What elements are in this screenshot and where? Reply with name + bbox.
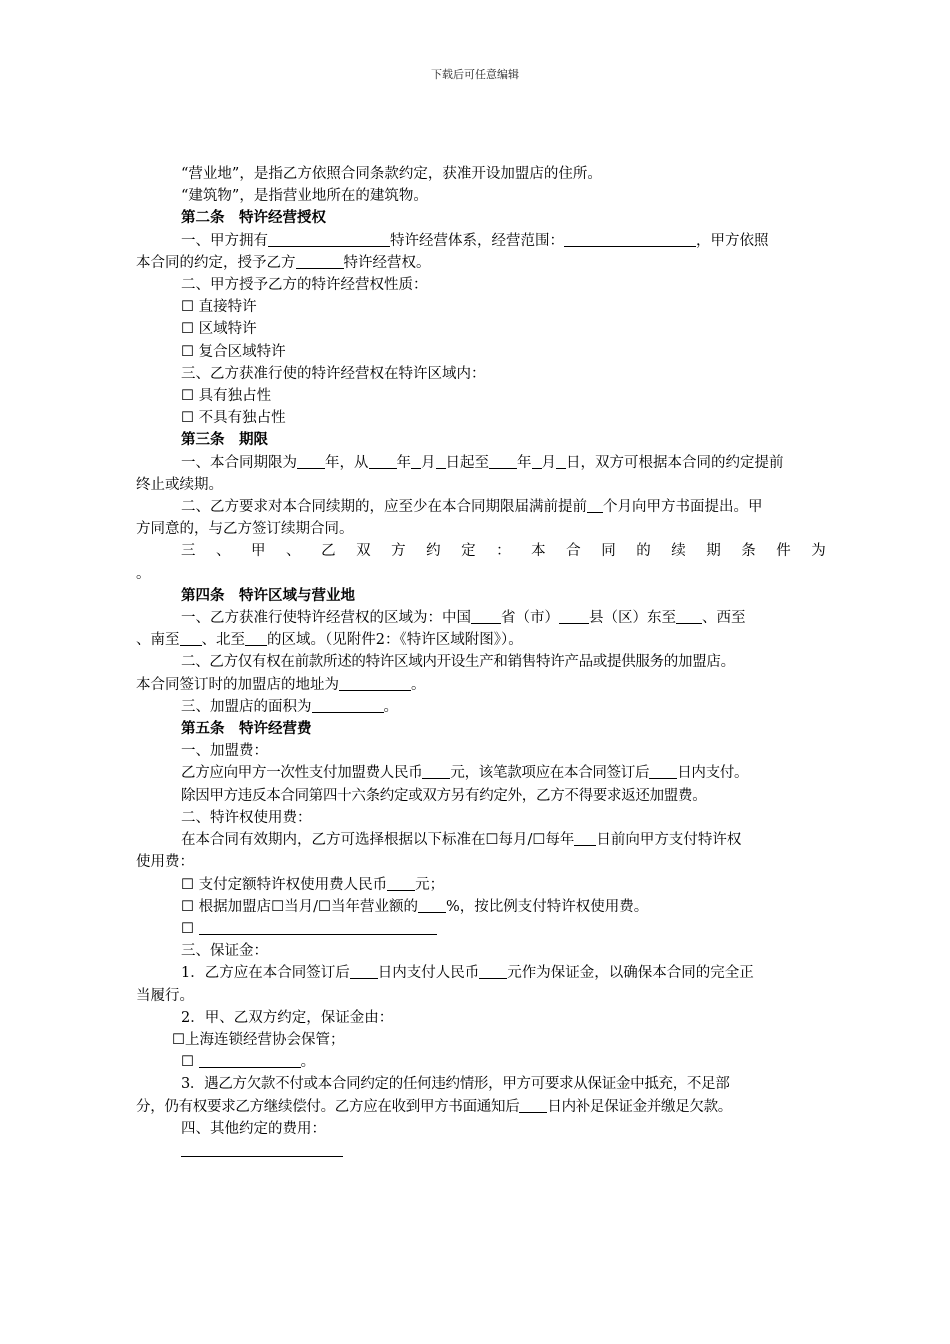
paragraph: 、南至 、北至 的区域。（见附件2：《特许区域附图》）。	[136, 632, 523, 649]
contract-body	[136, 163, 826, 1162]
blank-field[interactable]	[532, 453, 542, 469]
blank-field[interactable]	[339, 675, 411, 691]
blank-field[interactable]	[296, 253, 344, 269]
paragraph: 一、加盟费：	[181, 743, 268, 760]
paragraph: 使用费：	[136, 854, 194, 871]
paragraph: 除因甲方违反本合同第四十六条约定或双方另有约定外，乙方不得要求返还加盟费。	[181, 787, 707, 804]
checkbox-option[interactable]: ☐ 区域特许	[181, 321, 257, 338]
article-heading: 第五条 特许经营费	[181, 720, 312, 738]
paragraph: 终止或续期。	[136, 476, 223, 493]
paragraph: 乙方应向甲方一次性支付加盟费人民币 元，该笔款项应在本合同签订后 日内支付。	[181, 765, 749, 782]
paragraph: 当履行。	[136, 987, 194, 1004]
paragraph: “建筑物”，是指营业地所在的建筑物。	[181, 188, 428, 205]
paragraph: 方同意的，与乙方签订续期合同。	[136, 521, 354, 538]
paragraph: 3．遇乙方欠款不付或本合同约定的任何违约情形，甲方可要求从保证金中抵充，不足部	[181, 1076, 730, 1093]
blank-field[interactable]	[574, 830, 596, 846]
paragraph: 二、甲方授予乙方的特许经营权性质：	[181, 277, 428, 294]
paragraph: 2．甲、乙双方约定，保证金由：	[181, 1009, 394, 1026]
blank-field[interactable]	[411, 453, 421, 469]
blank-field[interactable]	[436, 453, 446, 469]
blank-field[interactable]	[199, 919, 437, 935]
blank-field[interactable]	[387, 875, 415, 891]
paragraph: 本合同的约定，授予乙方 特许经营权。	[136, 254, 431, 271]
checkbox-option[interactable]: ☐ 不具有独占性	[181, 410, 286, 427]
blank-field[interactable]	[479, 963, 507, 979]
blank-field[interactable]	[180, 630, 202, 646]
checkbox-option[interactable]: ☐	[136, 918, 826, 940]
paragraph: “营业地”，是指乙方依照合同条款约定，获准开设加盟店的住所。	[181, 166, 602, 182]
paragraph: 1．乙方应在本合同签订后 日内支付人民币 元作为保证金，以确保本合同的完全正	[181, 965, 754, 982]
blank-field[interactable]	[268, 231, 390, 247]
renewal-condition-line: 三 、 甲 、 乙 双 方 约 定 ： 本 合 同 的 续 期 条 件 为	[181, 543, 826, 560]
paragraph: 二、乙方仅有权在前款所述的特许区域内开设生产和销售特许产品或提供服务的加盟店。	[181, 654, 735, 671]
paragraph: 三、乙方获准行使的特许经营权在特许区域内：	[181, 365, 486, 382]
blank-field[interactable]	[587, 497, 603, 513]
checkbox-option[interactable]: ☐ 直接特许	[181, 299, 257, 316]
blank-field[interactable]	[556, 453, 566, 469]
blank-field[interactable]	[297, 453, 325, 469]
blank-field[interactable]	[369, 453, 397, 469]
checkbox-option[interactable]: ☐ 根据加盟店☐当月/☐当年营业额的 %，按比例支付特许权使用费。	[181, 898, 649, 915]
paragraph: 一、乙方获准行使特许经营权的区域为：中国 省（市） 县（区）东至 、西至	[181, 610, 746, 627]
paragraph: 。	[136, 565, 151, 582]
blank-field[interactable]	[676, 608, 702, 624]
blank-field[interactable]	[489, 453, 517, 469]
article-heading: 第三条 期限	[181, 431, 268, 449]
checkbox-option[interactable]: ☐ 具有独占性	[181, 388, 272, 405]
paragraph: 本合同签订时的加盟店的地址为 。	[136, 676, 426, 693]
blank-field[interactable]	[564, 231, 696, 247]
blank-field[interactable]	[519, 1097, 547, 1113]
page-header-note: 下载后可任意编辑	[431, 68, 519, 81]
paragraph: 四、其他约定的费用：	[181, 1120, 326, 1137]
paragraph: 二、乙方要求对本合同续期的，应至少在本合同期限届满前提前 个月向甲方书面提出。甲	[181, 499, 763, 516]
blank-field[interactable]	[418, 897, 446, 913]
blank-field[interactable]	[181, 1141, 343, 1157]
paragraph: 三、保证金：	[181, 943, 268, 960]
blank-field[interactable]	[312, 697, 384, 713]
article-heading: 第四条 特许区域与营业地	[181, 586, 355, 604]
blank-field[interactable]	[471, 608, 501, 624]
blank-field[interactable]	[350, 963, 378, 979]
paragraph: 分，仍有权要求乙方继续偿付。乙方应在收到甲方书面通知后 日内补足保证金并缴足欠款。	[136, 1098, 733, 1115]
paragraph: 三、加盟店的面积为 。	[181, 698, 398, 715]
blank-field[interactable]	[649, 763, 677, 779]
paragraph: 在本合同有效期内，乙方可选择根据以下标准在☐每月/☐每年 日前向甲方支付特许权	[181, 832, 742, 849]
checkbox-option[interactable]: ☐ 复合区域特许	[181, 343, 286, 360]
paragraph: 二、特许权使用费：	[181, 809, 312, 826]
blank-field[interactable]	[422, 763, 450, 779]
blank-field[interactable]	[245, 630, 267, 646]
checkbox-option[interactable]: ☐ 支付定额特许权使用费人民币 元；	[181, 876, 445, 893]
checkbox-option[interactable]: ☐ 。	[181, 1054, 316, 1071]
checkbox-option[interactable]: ☐上海连锁经营协会保管；	[172, 1031, 345, 1048]
blank-field[interactable]	[559, 608, 589, 624]
article-heading: 第二条 特许经营授权	[181, 209, 326, 227]
paragraph: 一、甲方拥有 特许经营体系，经营范围： ，甲方依照	[181, 232, 769, 249]
paragraph	[136, 1140, 826, 1162]
blank-field[interactable]	[199, 1052, 301, 1068]
paragraph: 一、本合同期限为 年，从 年 月 日起至 年 月 日，双方可根据本合同的约定提前	[181, 454, 784, 471]
